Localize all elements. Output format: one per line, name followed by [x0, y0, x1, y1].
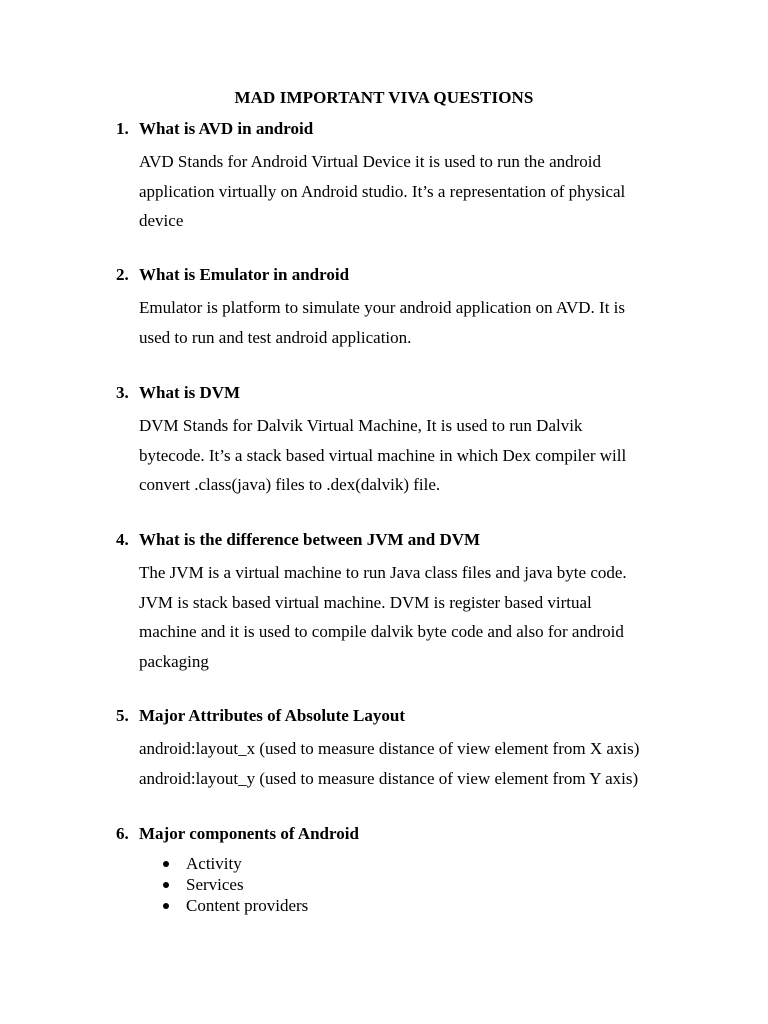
- answer-line: DVM Stands for Dalvik Virtual Machine, It is used to run Dalvik: [139, 416, 583, 435]
- question-heading: [116, 382, 716, 404]
- answer-line: android:layout_y (used to measure distance of view element from Y axis): [139, 768, 639, 788]
- question-2: [116, 264, 716, 352]
- list-item-label: Activity: [186, 854, 242, 873]
- answer-text: [139, 147, 716, 236]
- list-item: [139, 853, 716, 874]
- question-heading: [116, 118, 716, 140]
- question-4: [116, 529, 716, 676]
- answer-text: [139, 734, 716, 793]
- question-title: What is DVM: [139, 383, 241, 402]
- answer-line: used to run and test android application.: [139, 327, 412, 347]
- question-title: What is the difference between JVM and DVM: [139, 530, 481, 549]
- question-number: 5.: [116, 706, 129, 725]
- question-number: 2.: [116, 265, 129, 284]
- answer-line: The JVM is a virtual machine to run Java class files and java byte code.: [139, 563, 627, 582]
- bullet-icon: [163, 882, 169, 888]
- question-number: 4.: [116, 530, 129, 549]
- answer-text: [139, 558, 716, 676]
- question-title: Major components of Android: [139, 824, 359, 843]
- question-number: 3.: [116, 383, 129, 402]
- answer-text: [139, 293, 716, 352]
- question-5: [116, 705, 716, 793]
- question-1: [116, 118, 716, 236]
- question-heading: [116, 823, 716, 845]
- question-heading: [116, 705, 716, 727]
- answer-line: android:layout_x (used to measure distance of view element from X axis): [139, 739, 640, 758]
- question-title: What is AVD in android: [139, 119, 314, 138]
- question-6: [116, 823, 716, 916]
- bullet-icon: [163, 861, 169, 867]
- answer-line: JVM is stack based virtual machine. DVM is register based virtual: [139, 592, 592, 612]
- answer-line: bytecode. It’s a stack based virtual machine in which Dex compiler will: [139, 445, 627, 465]
- list-item: [139, 895, 716, 916]
- answer-line: AVD Stands for Android Virtual Device it is used to run the android: [139, 152, 602, 171]
- question-heading: [116, 264, 716, 286]
- bullet-icon: [163, 903, 169, 909]
- question-heading: [116, 529, 716, 551]
- answer-line: convert .class(java) files to .dex(dalvik) file.: [139, 475, 441, 494]
- answer-line: Emulator is platform to simulate your android application on AVD. It is: [139, 298, 626, 317]
- question-number: 6.: [116, 824, 129, 843]
- answer-line: packaging: [139, 651, 209, 671]
- answer-line: machine and it is used to compile dalvik byte code and also for android: [139, 622, 624, 641]
- list-item-label: Content providers: [186, 896, 309, 915]
- question-title: Major Attributes of Absolute Layout: [139, 706, 406, 725]
- page-title: MAD IMPORTANT VIVA QUESTIONS: [234, 88, 534, 107]
- bullet-list: [139, 853, 716, 916]
- answer-line: application virtually on Android studio. It’s a representation of physical: [139, 181, 626, 201]
- answer-text: [139, 411, 716, 500]
- question-3: [116, 382, 716, 500]
- list-item-label: Services: [186, 875, 244, 894]
- question-title: What is Emulator in android: [139, 265, 350, 284]
- answer-line: device: [139, 211, 184, 230]
- question-number: 1.: [116, 119, 129, 138]
- list-item: [139, 874, 716, 895]
